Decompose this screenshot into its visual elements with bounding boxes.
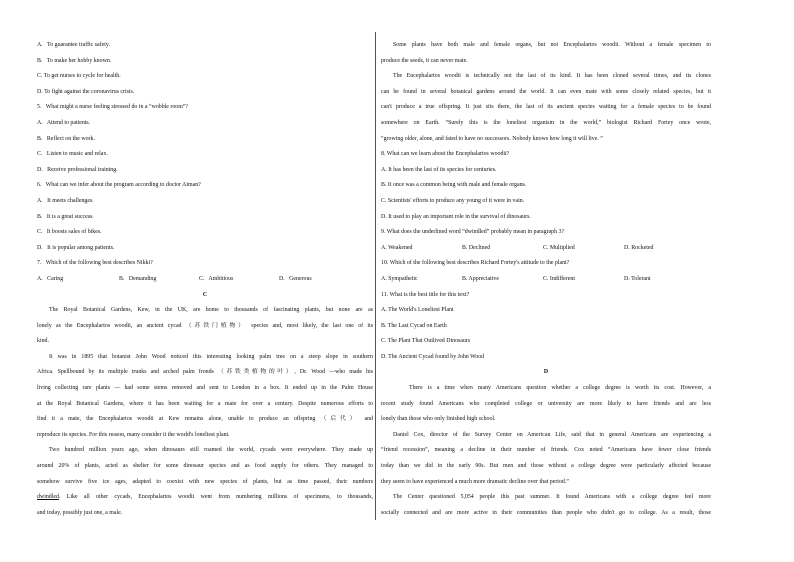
c-para5-line: can't produce a true offspring. It just sits there, the last of its ancient species waiting for a female species to be found (381, 104, 711, 111)
q5-option-a: A. Attend to patients. (37, 119, 91, 126)
q8-option-a: A. It has been the last of its species for centuries. (381, 166, 497, 173)
q10-option-b: B. Appreciative (462, 275, 499, 282)
q6-option-a: A. It meets challenges. (37, 197, 94, 204)
q9-option-b: B. Declined (462, 244, 491, 251)
q5-option-b: B. Reflect on the work. (37, 135, 95, 142)
c-para2-line: at the Royal Botanical Gardens, where it has been waiting for a mate for over a century. Despite numerous efforts to (37, 400, 373, 407)
c-para3-line (37, 490, 373, 506)
c-para3-line-rest: . Like all other cycads, Encephalartos woodii went from numbering millions of specimens, to thousands, (58, 494, 373, 501)
underlined-word-dwindled: dwindled (37, 494, 59, 501)
d-para2-line: Daniel Cox, director of the Survey Center on American Life, said that in general Americans are experiencing a (393, 431, 711, 438)
c-para2-line: reproduce its species. For this reason, many consider it the world's loneliest plant. (37, 431, 230, 438)
section-c-heading: C (202, 291, 208, 298)
c-para3-line: and today, possibly just one, a male. (37, 509, 123, 516)
question-11: 11. What is the best title for this text? (381, 291, 470, 298)
q11-option-c: C. The Plant That Outlived Dinosaurs (381, 338, 471, 345)
q7-option-d: D. Generous (279, 275, 312, 282)
d-para1-line: recent study found Americans who completed college or university are more likely to have friends and are less (381, 400, 711, 407)
q4-option-d: D. To fight against the coronavirus crisis. (37, 88, 135, 95)
question-8: 8. What can we learn about the Encephalartos woodii? (381, 151, 510, 158)
c-para5-line: “growing older, alone, and fated to have no successors. Nobody knows how long it will live. ” (381, 135, 603, 142)
q7-option-b: B. Demanding (119, 275, 157, 282)
q9-option-d: D. Rocketed (624, 244, 654, 251)
c-para1-line: kind. (37, 338, 49, 345)
q6-option-c: C. It boosts sales of bikes. (37, 229, 102, 236)
q11-option-a: A. The World's Loneliest Plant (381, 307, 454, 314)
q10-options (381, 272, 711, 288)
q8-option-b: B. It once was a common being with male and female organs. (381, 182, 527, 189)
c-para3-line: around 20% of plants, acted as shelter for some dinosaur species and as food supply for others. They managed to (37, 463, 373, 470)
c-para1-line: The Royal Botanical Gardens, Kew, in the UK, are home to thousands of fascinating plants, but none are as (49, 307, 373, 314)
d-para1-line: lonely than those who only finished high school. (381, 416, 496, 423)
q7-option-c: C. Ambitious (199, 275, 234, 282)
q9-option-a: A. Weakened (381, 244, 413, 251)
q5-option-d: D. Receive professional training. (37, 166, 118, 173)
q4-option-a: A. To guarantee traffic safety. (37, 42, 110, 48)
question-5: 5. What might a nurse feeling stressed do in a “wobble room”? (37, 104, 189, 111)
c-para5-line: The Encephalartos woodii is technically not the last of its kind. It has been cloned several times, and its clones (393, 73, 711, 80)
q7-options (37, 272, 373, 288)
c-para2-line: find it a mate, the Encephalartos woodii at Kew remains alone, unable to produce an offspring （后代） and (37, 416, 373, 423)
q8-option-c: C. Scientists' efforts to produce any young of it were in vain. (381, 197, 525, 204)
q8-option-d: D. It used to play an important role in the survival of dinosaurs. (381, 213, 531, 220)
question-6: 6. What can we infer about the program according to doctor Aiman? (37, 182, 201, 189)
c-para2-line: It was in 1895 that botanist John Wood noticed this interesting looking palm tree on a steep slope in southern (49, 353, 373, 360)
c-para2-line: Africa. Spellbound by its multiple trunks and arched palm fronds （苏铁类植物的叶）, Dr. Wood —who made his (37, 369, 373, 376)
d-para1-line: There is a time when many Americans question whether a college degree is worth its cost. However, a (409, 385, 711, 392)
q10-option-d: D. Tolerant (624, 275, 651, 282)
left-column (37, 38, 373, 521)
c-para4-line: Some plants have both male and female organs, but not Encephalartos woodii. Without a female specimen to (393, 42, 711, 48)
q6-option-b: B. It is a great success. (37, 213, 94, 220)
c-para3-line: somehow survive five ice ages, adapted to coexist with new species of plants, but as time passed, their numbers (37, 478, 373, 485)
q4-option-c: C. To get nurses to cycle for health. (37, 73, 121, 80)
q11-option-d: D. The Ancient Cycad found by John Wood (381, 353, 485, 360)
q7-option-a: A. Caring (37, 275, 64, 282)
c-para1-line: lonely as the Encephalartos woodii, an ancient cycad （苏铁门植物） species and, most likely, the last one of its (37, 322, 373, 329)
right-column (381, 38, 711, 521)
d-para3-line: The Center questioned 5,054 people this past summer. It found Americans with a college degree feel more (393, 494, 711, 501)
q4-option-b: B. To make her hobby known. (37, 57, 112, 64)
column-divider (375, 32, 376, 520)
c-para3-line: Two hundred million years ago, when dinosaurs still roamed the world, cycads were everywhere. They made up (49, 447, 373, 454)
question-9: 9. What does the underlined word “dwindled” probably mean in paragraph 3? (381, 229, 565, 236)
c-para5-line: somewhere on Earth. “Surely this is the loneliest organism in the world,” biologist Richard Fortey once wrote, (381, 119, 711, 126)
q9-option-c: C. Multiplied (543, 244, 575, 251)
d-para2-line: today than we did in the early 90s. But men and those without a college degree were particularly affected because (381, 463, 711, 470)
question-10: 10. Which of the following best describes Richard Fortey's attitude to the plant? (381, 260, 570, 267)
question-7: 7. Which of the following best describes Nikki? (37, 260, 153, 267)
q5-option-c: C. Listen to music and relax. (37, 151, 108, 158)
c-para2-line: living collecting rare plants — had some stems removed and sent to London in a box. It ended up in the Palm House (37, 385, 373, 392)
q11-option-b: B. The Last Cycad on Earth (381, 322, 447, 329)
c-para4-line: produce the seeds, it can never mate. (381, 57, 468, 64)
q6-option-d: D. It is popular among patients. (37, 244, 115, 251)
d-para2-line: “friend recession”, meaning a decline in their number of friends. Cox noted “Americans have fewer close friends (381, 447, 711, 454)
d-para2-line: they seem to have experienced a much more dramatic decline over that period.” (381, 478, 569, 485)
q10-option-a: A. Sympathetic (381, 275, 418, 282)
c-para5-line: can be found in several botanical gardens around the world. It can even mate with some closely related species, but it (381, 88, 711, 95)
section-d-heading: D (543, 369, 549, 376)
d-para3-line: socially connected and are more active in their communities than people who didn't go to college. As a result, those (381, 509, 711, 516)
q9-options (381, 241, 711, 257)
q10-option-c: C. Indifferent (543, 275, 575, 282)
